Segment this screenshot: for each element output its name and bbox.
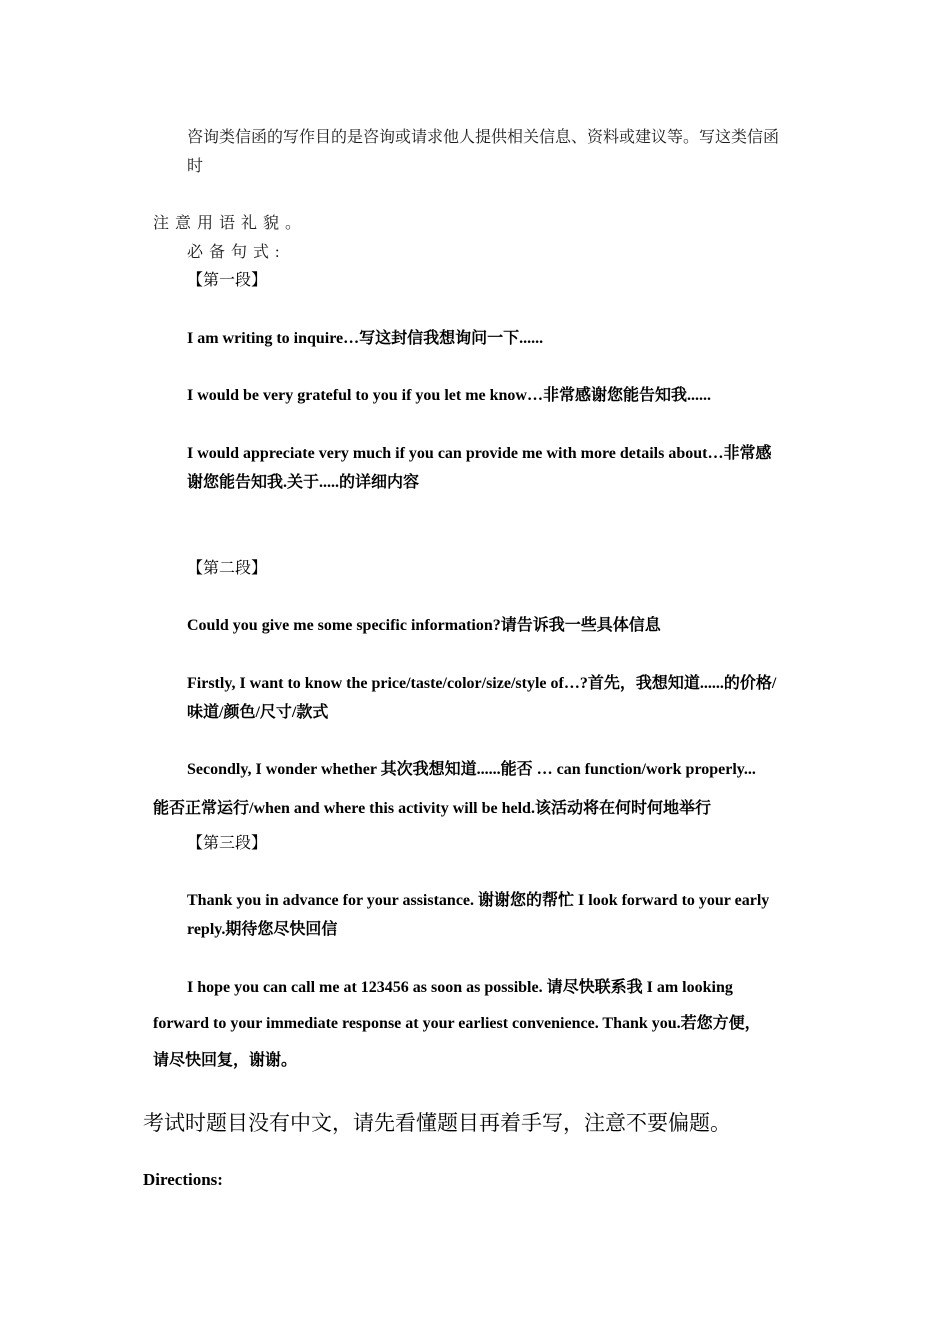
- intro-line-3: 注意用语礼貌。: [153, 215, 308, 232]
- intro-line-4: 必备句式:: [187, 244, 286, 261]
- section2-sentence-3b: 能否正常运行/when and where this activity will be held.该活动将在何时何地举行: [153, 800, 711, 817]
- section2-sentence-2a: Firstly, I want to know the price/taste/color/size/style of…?首先，我想知道......的价格/: [187, 675, 777, 692]
- section3-sentence-1b: reply.期待您尽快回信: [187, 921, 338, 938]
- section3-sentence-2b: forward to your immediate response at your earliest convenience. Thank you.若您方便，: [153, 1015, 761, 1032]
- section2-sentence-3a: Secondly, I wonder whether 其次我想知道......能否 … can function/work properly...: [187, 761, 756, 778]
- exam-notice: 考试时题目没有中文，请先看懂题目再着手写，注意不要偏题。: [143, 1111, 731, 1135]
- section3-sentence-2c: 请尽快回复，谢谢。: [153, 1052, 298, 1069]
- section1-heading: 【第一段】: [187, 272, 268, 289]
- intro-line-1: 咨询类信函的写作目的是咨询或请求他人提供相关信息、资料或建议等。写这类信函: [187, 129, 780, 146]
- section1-sentence-2: I would be very grateful to you if you let me know…非常感谢您能告知我......: [187, 387, 711, 404]
- intro-line-2: 时: [187, 158, 204, 175]
- section2-sentence-2b: 味道/颜色/尺寸/款式: [187, 704, 329, 721]
- section1-sentence-3b: 谢您能告知我.关于.....的详细内容: [187, 474, 420, 491]
- section1-sentence-1: I am writing to inquire…写这封信我想询问一下......: [187, 330, 544, 347]
- section1-sentence-3a: I would appreciate very much if you can provide me with more details about…非常感: [187, 445, 772, 462]
- section2-sentence-1: Could you give me some specific information?请告诉我一些具体信息: [187, 617, 661, 634]
- section3-sentence-1a: Thank you in advance for your assistance. 谢谢您的帮忙 I look forward to your early: [187, 892, 770, 909]
- section3-sentence-2a: I hope you can call me at 123456 as soon as possible. 请尽快联系我 I am looking: [187, 979, 733, 996]
- section2-heading: 【第二段】: [187, 560, 268, 577]
- directions-heading: Directions:: [143, 1170, 223, 1189]
- section3-heading: 【第三段】: [187, 835, 268, 852]
